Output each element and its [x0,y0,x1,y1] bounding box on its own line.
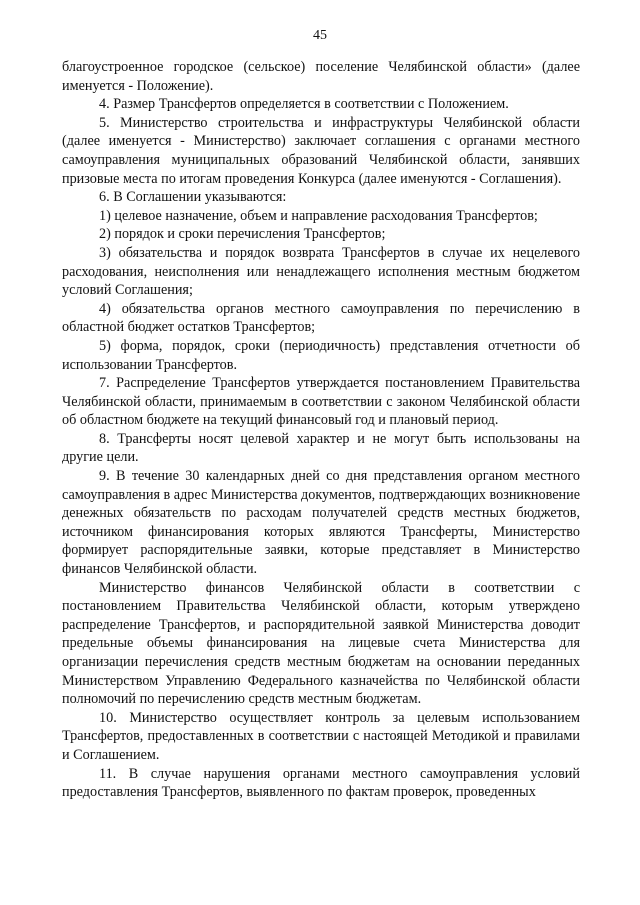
paragraph-item-8: 8. Трансферты носят целевой характер и не могут быть использованы на другие цели. [62,430,580,466]
paragraph-ministry-finance: Министерство финансов Челябинской области в соответствии с постановлением Правительства Челябинской области, которым утверждено распределение Трансфертов, и распорядительной заявкой Министерства доводит предельные объемы финансирования на лицевые счета Министерства для организации перечисления средств местным бюджетам на основании переданных Министерством Управлению Федерального казначейства по Челябинской области полномочий по перечислению средств местным бюджетам. [62,579,580,708]
paragraph-item-9: 9. В течение 30 календарных дней со дня представления органом местного самоуправления в адрес Министерства документов, подтверждающих возникновение денежных обязательств по расходам получателей средств местных бюджетов, источником финансирования которых являются Трансферты, Министерство формирует распорядительные заявки, которые представляет в Министерство финансов Челябинской области. [62,468,580,578]
subitem-3: 3) обязательства и порядок возврата Трансфертов в случае их нецелевого расходования, неисполнения или ненадлежащего исполнения местным бюджетом условий Соглашения; [62,244,580,299]
subitem-1: 1) целевое назначение, объем и направление расходования Трансфертов; [99,207,538,224]
paragraph-item-5: 5. Министерство строительства и инфраструктуры Челябинской области (далее именуется - Министерство) заключает соглашения с органами местного самоуправления муниципальных образований Челябинской области, занявших призовые места по итогам проведения Конкурса (далее именуются - Соглашения). [62,114,580,187]
paragraph-continuation: благоустроенное городское (сельское) поселение Челябинской области» (далее именуется - Положение). [62,59,580,94]
subitem-4: 4) обязательства органов местного самоуправления по перечислению в областной бюджет остатков Трансфертов; [62,300,580,336]
page-body [62,58,580,802]
paragraph-item-6: 6. В Соглашении указываются: [99,189,287,206]
subitem-2: 2) порядок и сроки перечисления Трансфертов; [99,226,386,243]
subitem-5: 5) форма, порядок, сроки (периодичность) представления отчетности об использовании Трансфертов. [62,337,580,373]
paragraph-item-4: 4. Размер Трансфертов определяется в соответствии с Положением. [99,96,509,113]
paragraph-item-11: 11. В случае нарушения органами местного самоуправления условий предоставления Трансфертов, выявленного по фактам проверок, проведенных [62,765,580,801]
page-number: 45 [313,28,327,43]
paragraph-item-10: 10. Министерство осуществляет контроль за целевым использованием Трансфертов, предоставленных в соответствии с настоящей Методикой и правилами и Соглашением. [62,709,580,763]
paragraph-item-7: 7. Распределение Трансфертов утверждается постановлением Правительства Челябинской области, принимаемым в соответствии с законом Челябинской области об областном бюджете на текущий финансовый год и плановый период. [62,375,580,429]
